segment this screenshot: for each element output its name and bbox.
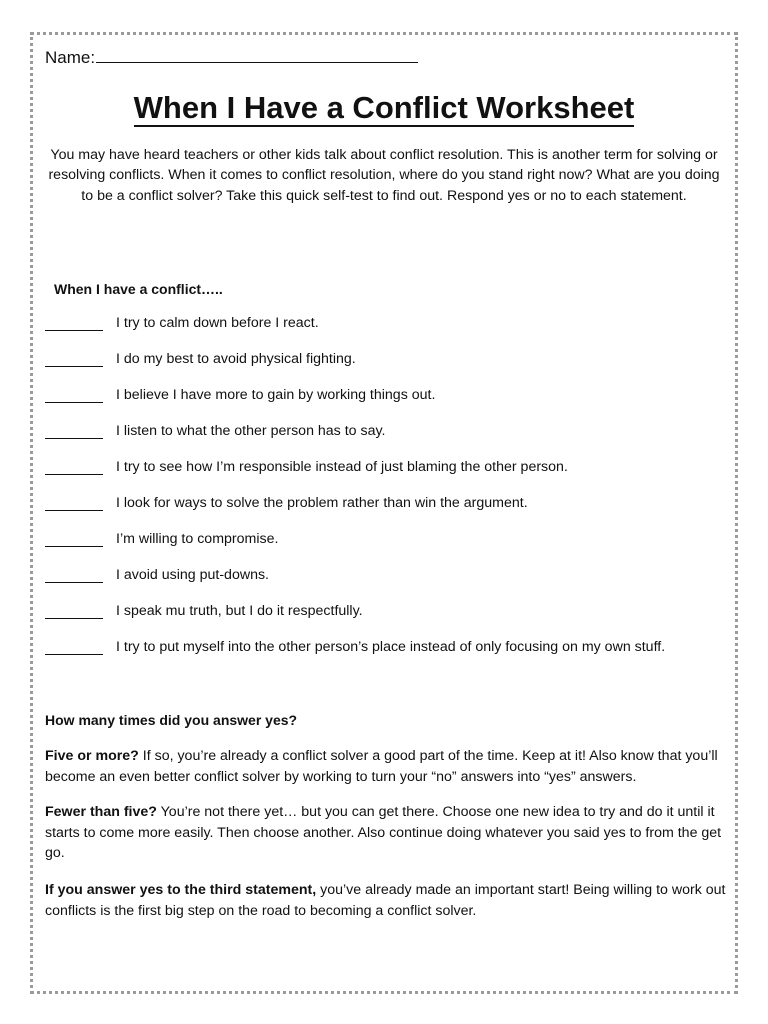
statement-text: I avoid using put-downs. — [116, 567, 270, 583]
statement-item — [45, 565, 735, 601]
statement-text: I believe I have more to gain by working things out. — [116, 387, 436, 403]
answer-blank[interactable] — [45, 495, 103, 511]
statement-list — [45, 313, 735, 673]
name-blank[interactable] — [96, 46, 418, 63]
name-label: Name: — [45, 48, 96, 67]
result-body: If so, you’re already a conflict solver a good part of the time. Keep at it! Also know that you’ll become an even better conflict solver by working to turn your “no” answers into “yes” answers. — [45, 748, 718, 785]
statement-text: I try to calm down before I react. — [116, 315, 319, 331]
statement-item — [45, 601, 735, 637]
answer-blank[interactable] — [45, 531, 103, 547]
statement-item — [45, 385, 735, 421]
section-heading: When I have a conflict….. — [54, 281, 223, 297]
results-heading: How many times did you answer yes? — [45, 712, 298, 728]
answer-blank[interactable] — [45, 639, 103, 655]
result-lead: Fewer than five? — [45, 804, 157, 820]
result-body: you’ve already made an important start! Being willing to work out conflicts is the first big step on the road to becoming a conflict solver. — [45, 882, 726, 919]
statement-item — [45, 637, 735, 673]
answer-blank[interactable] — [45, 603, 103, 619]
result-lead: Five or more? — [45, 748, 139, 764]
answer-blank[interactable] — [45, 351, 103, 367]
statement-item — [45, 457, 735, 493]
statement-item — [45, 493, 735, 529]
worksheet-title: When I Have a Conflict Worksheet — [133, 90, 635, 125]
result-third-statement — [45, 880, 731, 921]
answer-blank[interactable] — [45, 315, 103, 331]
statement-text: I speak mu truth, but I do it respectfully. — [116, 603, 363, 619]
name-field[interactable] — [45, 46, 418, 69]
statement-text: I do my best to avoid physical fighting. — [116, 351, 356, 367]
statement-text: I’m willing to compromise. — [116, 531, 279, 547]
statement-text: I try to put myself into the other person’s place instead of only focusing on my own stuff. — [116, 639, 666, 655]
statement-text: I try to see how I’m responsible instead of just blaming the other person. — [116, 459, 568, 475]
result-lead: If you answer yes to the third statement, — [45, 882, 317, 898]
statement-item — [45, 421, 735, 457]
answer-blank[interactable] — [45, 423, 103, 439]
worksheet-title-container — [0, 88, 768, 128]
result-five-or-more — [45, 746, 731, 787]
statement-text: I look for ways to solve the problem rather than win the argument. — [116, 495, 528, 511]
statement-text: I listen to what the other person has to say. — [116, 423, 386, 439]
result-fewer-than-five — [45, 802, 731, 864]
intro-paragraph: You may have heard teachers or other kids talk about conflict resolution. This is another term for solving or resolving conflicts. When it comes to conflict resolution, where do you stand right now? What are you doing to be a conflict solver? Take this quick self-test to find out. Respond yes or no to each statement. — [48, 147, 720, 204]
statement-item — [45, 349, 735, 385]
statement-item — [45, 529, 735, 565]
answer-blank[interactable] — [45, 387, 103, 403]
statement-item — [45, 313, 735, 349]
answer-blank[interactable] — [45, 567, 103, 583]
answer-blank[interactable] — [45, 459, 103, 475]
result-body: You’re not there yet… but you can get there. Choose one new idea to try and do it until it starts to come more easily. Then choose another. Also continue doing whatever you said yes to from the get go. — [45, 804, 722, 861]
